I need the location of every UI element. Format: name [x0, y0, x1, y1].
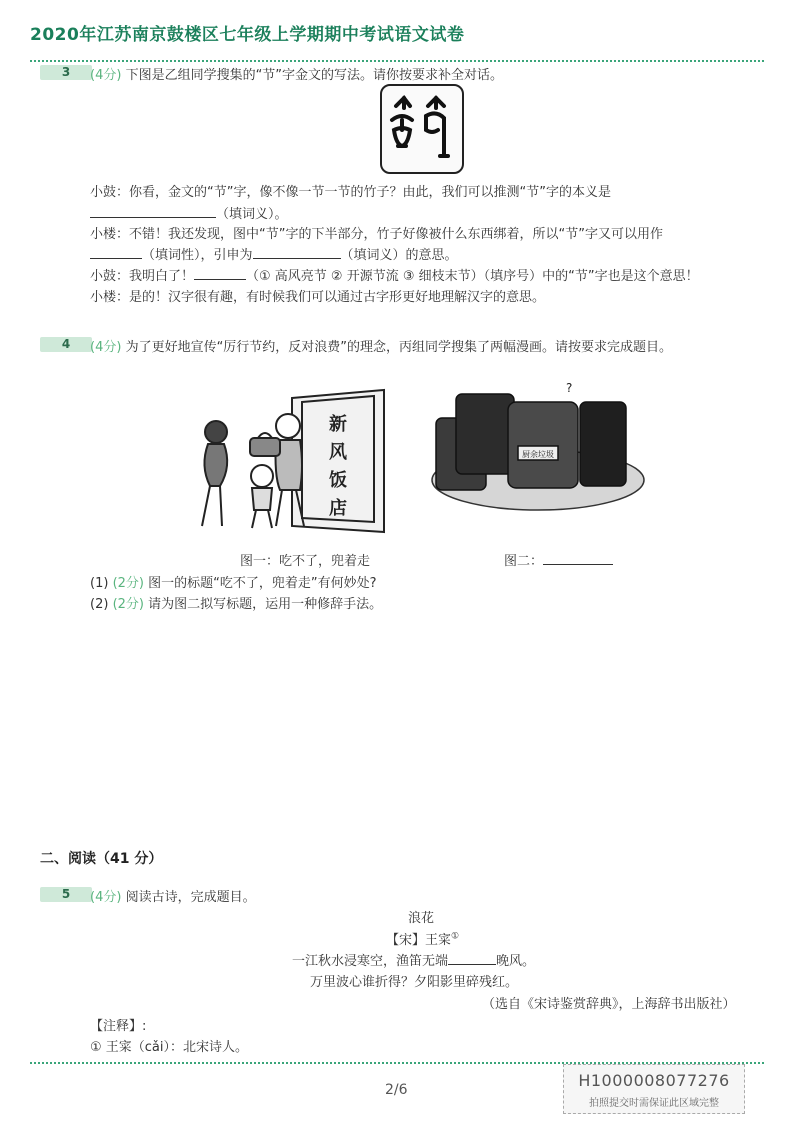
- dialogue-text: 小鼓：我明白了！: [90, 269, 195, 284]
- poem-text: 一江秋水浸寒空，渔笛无端: [292, 954, 449, 969]
- poem-text: 晚风。: [496, 954, 536, 969]
- caption-text: 图二：: [504, 554, 544, 569]
- poem-author: [386, 929, 459, 948]
- question-prompt: [90, 886, 256, 905]
- question-score: (4分): [90, 340, 122, 355]
- header-divider: [30, 60, 764, 62]
- dialogue-line: 小楼：是的！汉字很有趣，有时候我们可以通过古字形更好地理解汉字的意思。: [90, 290, 546, 305]
- bin-label: 厨余垃圾: [522, 450, 554, 459]
- dialogue-line: [90, 265, 699, 284]
- document-title: 2020年江苏南京鼓楼区七年级上学期期中考试语文试卷: [30, 25, 465, 45]
- dialogue-text: （填词义）。: [216, 207, 288, 222]
- figure-caption: 图一：吃不了，兜着走: [240, 554, 371, 569]
- poem-source: （选自《宋诗鉴赏辞典》，上海辞书出版社）: [482, 997, 736, 1012]
- answer-blank[interactable]: [448, 953, 496, 965]
- question-mark-icon: ?: [566, 381, 573, 395]
- sub-question-score: (2分): [112, 597, 144, 612]
- poem-line: [292, 950, 535, 969]
- door-sign-char: 饭: [329, 470, 347, 491]
- question-score: (4分): [90, 68, 122, 83]
- section-title: 二、阅读（41 分）: [40, 851, 163, 867]
- question-number: 5: [40, 887, 92, 902]
- sub-question-index: (2): [90, 597, 109, 612]
- jinwen-glyph: [382, 86, 462, 172]
- cartoon-two-image: [428, 378, 650, 512]
- question-prompt: [90, 336, 672, 355]
- notes-heading: 【注释】:: [90, 1019, 147, 1034]
- answer-blank[interactable]: [90, 247, 142, 259]
- sub-question-index: (1): [90, 576, 109, 591]
- footnote-mark: ①: [451, 931, 460, 942]
- door-sign-char: 店: [329, 498, 347, 519]
- dialogue-line: [90, 203, 288, 222]
- author-text: 【宋】王寀: [386, 933, 452, 948]
- page-number: 2/6: [385, 1082, 408, 1098]
- sub-question-text: 图一的标题“吃不了，兜着走”有何妙处?: [148, 576, 377, 591]
- paper-id-code: H1000008077276: [578, 1071, 730, 1090]
- question-number: 4: [40, 337, 92, 352]
- paper-id-note: 拍照提交时需保证此区域完整: [589, 1098, 719, 1109]
- door-sign-char: 风: [329, 442, 347, 463]
- question-prompt: [90, 64, 503, 83]
- dialogue-text: （① 高风亮节 ② 开源节流 ③ 细枝末节）（填序号）中的“节”字也是这个意思！: [246, 269, 699, 284]
- sub-question-score: (2分): [112, 576, 144, 591]
- figure-caption: [504, 550, 613, 569]
- prompt-text: 为了更好地宣传“厉行节约，反对浪费”的理念，丙组同学搜集了两幅漫画。请按要求完成题目。: [125, 340, 673, 355]
- dialogue-line: [90, 244, 458, 263]
- poem-line: 万里波心谁折得？夕阳影里碎残红。: [310, 975, 519, 990]
- question-score: (4分): [90, 890, 122, 905]
- answer-blank[interactable]: [194, 268, 246, 280]
- prompt-text: 阅读古诗，完成题目。: [125, 890, 256, 905]
- poem-title: 浪花: [408, 911, 435, 926]
- paper-id-box: [563, 1064, 745, 1114]
- dialogue-line: 小楼：不错！我还发现，图中“节”字的下半部分，竹子好像被什么东西绑着，所以“节”字又可以用作: [90, 227, 663, 242]
- sub-question-text: 请为图二拟写标题，运用一种修辞手法。: [148, 597, 383, 612]
- dialogue-line: 小鼓：你看，金文的“节”字，像不像一节一节的竹子？由此，我们可以推测“节”字的本义是: [90, 185, 611, 200]
- jinwen-jie-character-image: [380, 84, 464, 174]
- prompt-text: 下图是乙组同学搜集的“节”字金文的写法。请你按要求补全对话。: [125, 68, 504, 83]
- sub-question: [90, 593, 382, 612]
- answer-blank[interactable]: [90, 206, 216, 218]
- cartoon-one-image: [192, 386, 392, 534]
- answer-blank[interactable]: [543, 553, 613, 565]
- note-item: ① 王寀（cǎi）：北宋诗人。: [90, 1040, 249, 1055]
- dialogue-text: （填词义）的意思。: [340, 248, 458, 263]
- answer-blank[interactable]: [253, 247, 341, 259]
- sub-question: [90, 572, 377, 591]
- door-sign-char: 新: [329, 414, 347, 435]
- dialogue-text: （填词性），引申为: [142, 248, 253, 263]
- question-number: 3: [40, 65, 92, 80]
